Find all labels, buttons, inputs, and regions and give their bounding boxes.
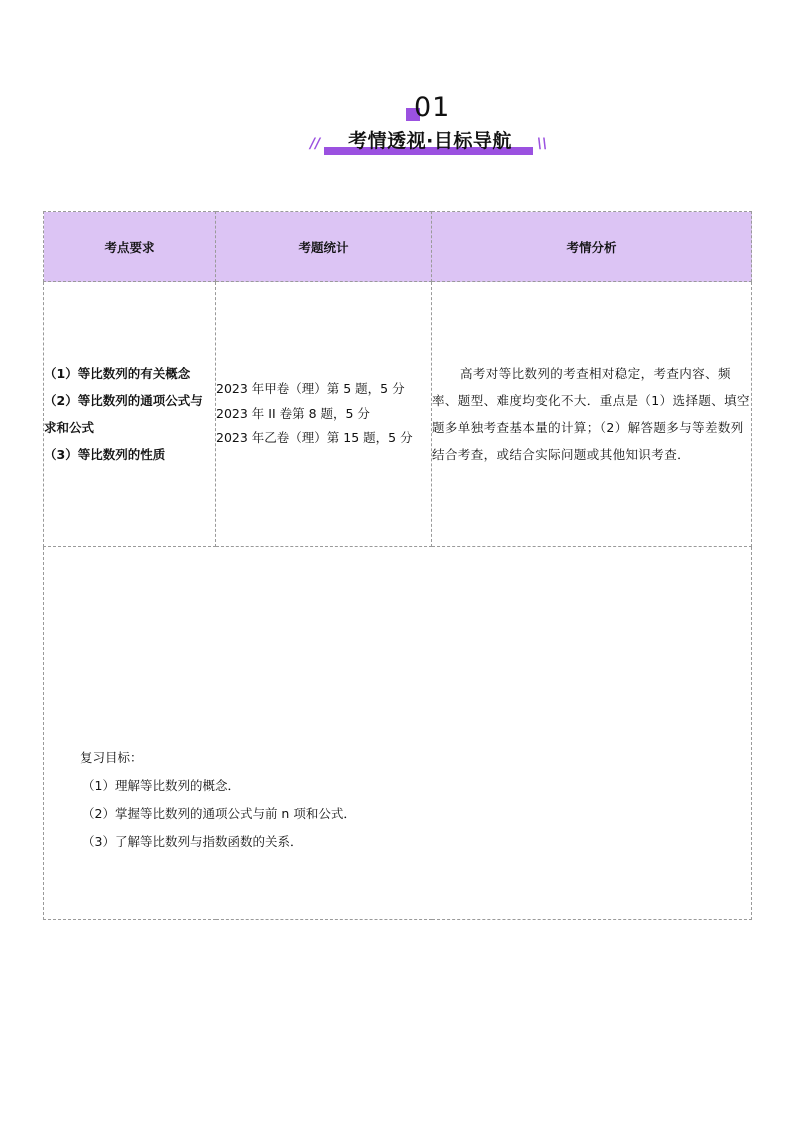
exam-analysis-table: [43, 211, 752, 920]
requirement-item: （2）等比数列的通项公式与求和公式: [44, 393, 203, 435]
right-slash-decoration: \\: [537, 136, 548, 152]
section-title-wrap: [310, 128, 550, 158]
table-row: [44, 282, 752, 547]
header-analysis: 考情分析: [432, 212, 752, 282]
analysis-paragraph: [432, 360, 751, 468]
left-slash-decoration: //: [310, 136, 321, 152]
section-title: 考情透视·目标导航: [348, 130, 512, 152]
section-number: 01: [414, 92, 451, 123]
header-requirements: 考点要求: [44, 212, 216, 282]
requirements-cell: [44, 282, 216, 547]
analysis-text: 高考对等比数列的考查相对稳定，考查内容、频率、题型、难度均变化不大．重点是（1）选择题、填空题多单独考查基本量的计算；（2）解答题多与等差数列结合考查，或结合实际问题或其他知识考查．: [432, 366, 750, 462]
analysis-cell: [432, 282, 752, 547]
goal-item: （3）了解等比数列与指数函数的关系．: [82, 833, 303, 849]
statistics-cell: [216, 282, 432, 547]
table-header-row: [44, 212, 752, 282]
header-statistics: 考题统计: [216, 212, 432, 282]
review-goals-cell: [44, 547, 752, 920]
goals-row: [44, 547, 752, 920]
section-header: [0, 92, 794, 162]
statistic-item: 2023 年 II 卷第 8 题，5 分: [216, 405, 370, 421]
review-goals-title: 复习目标：: [80, 749, 143, 765]
statistic-item: 2023 年甲卷（理）第 5 题，5 分: [216, 381, 405, 397]
goal-item: （1）理解等比数列的概念．: [82, 777, 240, 793]
requirement-item: （1）等比数列的有关概念: [44, 366, 191, 381]
goal-item: （2）掌握等比数列的通项公式与前 n 项和公式．: [82, 805, 356, 821]
requirement-item: （3）等比数列的性质: [44, 447, 166, 462]
statistic-item: 2023 年乙卷（理）第 15 题，5 分: [216, 430, 413, 446]
